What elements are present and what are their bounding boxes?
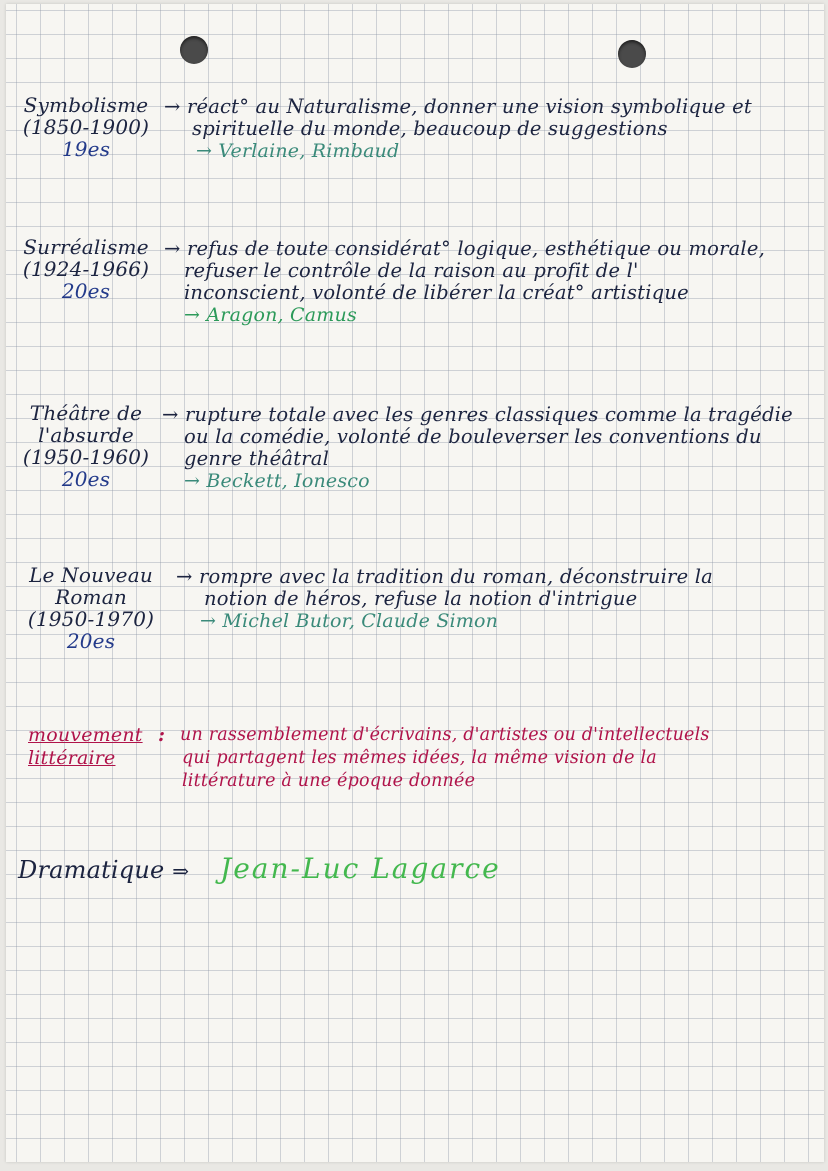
desc-nouveau-roman <box>176 566 713 632</box>
term-dates: (1924-1966) <box>22 257 150 281</box>
authors: Beckett, Ionesco <box>206 470 370 492</box>
desc-line: refus de toute considérat° logique, esthétique ou morale, <box>186 237 766 260</box>
notebook-page <box>6 4 824 1162</box>
term-name-2: Roman <box>55 585 127 609</box>
definition-line: qui partagent les mêmes idées, la même vision de la <box>182 748 657 768</box>
desc-line: spirituelle du monde, beaucoup de suggestions <box>192 117 668 140</box>
term-century: 20es <box>66 629 116 653</box>
arrow-icon: → <box>196 140 213 162</box>
binder-hole-left <box>180 36 208 64</box>
term-dates: (1950-1960) <box>22 445 150 469</box>
definition-word-1: mouvement <box>28 724 143 746</box>
term-name: Théâtre de <box>29 401 143 425</box>
term-century: 20es <box>61 279 111 303</box>
arrow-icon: → <box>184 470 201 492</box>
term-name-2: l'absurde <box>38 423 134 447</box>
arrow-icon: → <box>162 403 179 426</box>
desc-line: inconscient, volonté de libérer la créat° artistique <box>184 281 689 304</box>
term-symbolisme <box>16 94 156 160</box>
double-arrow-icon: ⇒ <box>172 859 190 883</box>
desc-line: notion de héros, refuse la notion d'intrigue <box>204 587 638 610</box>
term-name: Symbolisme <box>23 93 149 117</box>
definition-line: littérature à une époque donnée <box>182 771 476 791</box>
binder-hole-right <box>618 40 646 68</box>
desc-symbolisme <box>164 96 752 162</box>
term-dates: (1950-1970) <box>27 607 155 631</box>
term-name: Surréalisme <box>23 235 149 259</box>
desc-line: genre théâtral <box>184 447 330 470</box>
dramatique-label <box>18 856 189 884</box>
desc-theatre-absurde <box>162 404 793 492</box>
term-century: 19es <box>61 137 111 161</box>
term-nouveau-roman <box>16 564 166 652</box>
desc-line: réact° au Naturalisme, donner une vision symbolique et <box>186 95 752 118</box>
authors: Aragon, Camus <box>206 304 357 326</box>
arrow-icon: → <box>184 304 201 326</box>
arrow-icon: → <box>164 95 181 118</box>
desc-line: refuser le contrôle de la raison au profit de l' <box>184 259 639 282</box>
dramatique-word: Dramatique <box>18 856 165 884</box>
arrow-icon: → <box>176 565 193 588</box>
desc-line: rupture totale avec les genres classiques comme la tragédie <box>184 403 793 426</box>
term-theatre-absurde <box>16 402 156 490</box>
definition-line: un rassemblement d'écrivains, d'artistes ou d'intellectuels <box>180 725 710 745</box>
definition-term <box>28 724 143 770</box>
desc-surrealisme <box>164 238 765 326</box>
dramatique-author: Jean-Luc Lagarce <box>220 852 501 885</box>
arrow-icon: → <box>200 610 217 632</box>
authors: Michel Butor, Claude Simon <box>222 610 499 632</box>
term-dates: (1850-1900) <box>22 115 150 139</box>
authors: Verlaine, Rimbaud <box>218 140 400 162</box>
term-surrealisme <box>16 236 156 302</box>
definition-colon: : <box>158 724 166 746</box>
desc-line: rompre avec la tradition du roman, déconstruire la <box>198 565 713 588</box>
term-name: Le Nouveau <box>29 563 153 587</box>
arrow-icon: → <box>164 237 181 260</box>
term-century: 20es <box>61 467 111 491</box>
definition-text <box>180 724 710 793</box>
desc-line: ou la comédie, volonté de bouleverser les conventions du <box>184 425 762 448</box>
definition-word-2: littéraire <box>28 747 116 769</box>
